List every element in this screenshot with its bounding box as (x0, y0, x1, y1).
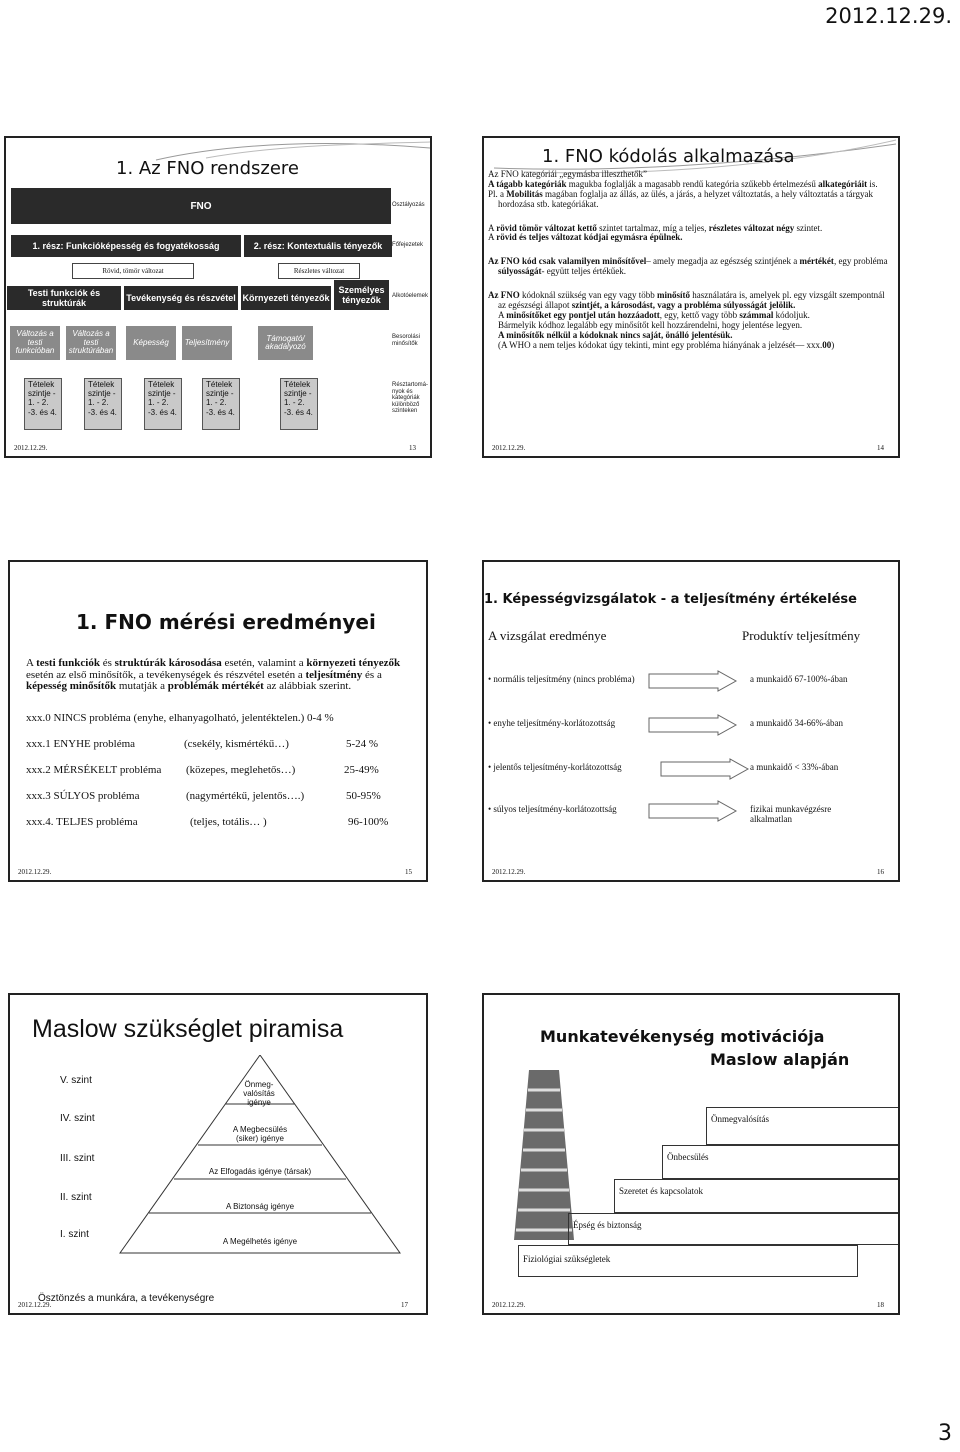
pyramid-tier: A Biztonság igénye (225, 1202, 295, 1211)
levels-box-5: Tételek szintje - 1. - 2. -3. és 4. (280, 378, 318, 430)
part1-box: 1. rész: Funkcióképesség és fogyatékosság (11, 235, 241, 257)
slide-title: 1. Az FNO rendszere (116, 158, 299, 179)
slide-title: 1. FNO kódolás alkalmazása (542, 146, 795, 167)
full-version-label: Részletes változat (278, 263, 360, 279)
levels-box-2: Tételek szintje - 1. - 2. -3. és 4. (84, 378, 122, 430)
level-label: IV. szint (60, 1113, 95, 1124)
side-label-components: Alkotóelemek (392, 293, 429, 299)
pyramid-tier: Önmeg- valósítás igénye (243, 1080, 275, 1107)
slide-footer-number: 17 (401, 1301, 408, 1309)
pyramid-tier: A Megélhetés igénye (222, 1237, 298, 1246)
paragraph: A minősítők nélkül a kódoknak nincs saját, önálló jelentésük. (498, 329, 733, 340)
row-left: • jelentős teljesítmény-korlátozottság (488, 762, 622, 772)
slide-footer-date: 2012.12.29. (14, 444, 48, 452)
component-body-functions: Testi funkciók és struktúrák (7, 286, 121, 310)
fno-root-box: FNO (11, 188, 391, 224)
result-table (26, 738, 406, 842)
slide-footer-date: 2012.12.29. (492, 868, 526, 876)
side-label-qualifiers: Besorolási minősítők (392, 334, 421, 347)
slide-15 (8, 560, 428, 882)
column-header-performance: Produktív teljesítmény (742, 628, 861, 643)
page-date: 2012.12.29. (825, 4, 952, 28)
slide-14 (482, 136, 900, 458)
slide-footer-date: 2012.12.29. (492, 444, 526, 452)
level-label: V. szint (60, 1075, 92, 1086)
paragraph: Pl. a Mobilitás magában foglalja az állás, az ülés, a járás, a helyzet változtatás, a hely változtatás a tárgyak hordozása stb. kategóriákat. (488, 188, 873, 209)
slide-footer-number: 15 (405, 868, 412, 876)
box-facilitator-barrier: Támogató/ akadályozó (258, 326, 313, 360)
pyramid-tier: Az Elfogadás igénye (társak) (208, 1167, 312, 1176)
slide-footer-number: 16 (877, 868, 884, 876)
column-header-result: A vizsgálat eredménye (488, 628, 607, 643)
result-row: xxx.1 ENYHE probléma (csekély, kismértékű…) 5-24 % (26, 738, 379, 750)
row-left: • normális teljesítmény (nincs probléma) (488, 674, 635, 684)
result-row: xxx.3 SÚLYOS probléma (nagymértékű, jelentős….) 50-95% (26, 790, 381, 802)
row-left: • súlyos teljesítmény-korlátozottság (488, 804, 617, 814)
arrow-shape (648, 670, 738, 692)
paragraph: A tágabb kategóriák magukba foglalják a magasabb rendű kategória szűkebb értelmezésű alkategóriáit is. (488, 178, 878, 189)
side-label-subdomains: Résztartomá- nyok és kategóriák különböző szinteken (392, 382, 429, 415)
arrow-shape (648, 714, 738, 736)
slide-18 (482, 993, 900, 1315)
row-right: a munkaidő < 33%-ában (750, 762, 839, 772)
component-personal: Személyes tényezők (334, 280, 389, 310)
level-label: III. szint (60, 1153, 95, 1164)
row-left: • enyhe teljesítmény-korlátozottság (488, 718, 616, 728)
step-box: Önbecsülés (662, 1145, 900, 1179)
slide-intro: A testi funkciók és struktúrák károsodása esetén, valamint a környezeti tényezők esetén az első minősítők, a tevékenységek és részvétel esetén a teljesítmény és a képesség minősítők mutatják a problémák mértékét az alábbiak szerint. (26, 657, 401, 693)
box-body-structure-change: Változás a testi struktúrában (66, 326, 116, 360)
level-label: II. szint (60, 1192, 92, 1203)
slide-title: Maslow szükséglet piramisa (32, 1015, 344, 1043)
component-environment: Környezeti tényezők (241, 286, 331, 310)
slide-13 (4, 136, 432, 458)
pyramid-tier: A Megbecsülés (siker) igénye (232, 1125, 288, 1143)
slide-title: Munkatevékenység motivációja (540, 1027, 825, 1046)
slide-footer-date: 2012.12.29. (492, 1301, 526, 1309)
slide-footer-number: 13 (409, 444, 416, 452)
component-activities: Tevékenység és részvétel (124, 286, 238, 310)
slide-17 (8, 993, 428, 1315)
row-right: a munkaidő 67-100%-ában (750, 674, 848, 684)
paragraph: Az FNO kód csak valamilyen minősítővel– amely megadja az egészség szintjének a mértékét, egy probléma súlyosságát- együtt teljes értékűek. (488, 256, 888, 277)
slide-footer-date: 2012.12.29. (18, 868, 52, 876)
page-number: 3 (938, 1421, 952, 1446)
level-label: I. szint (60, 1229, 89, 1240)
row-right: fizikai munkavégzésre alkalmatlan (750, 804, 832, 824)
slide-caption: Ösztönzés a munkára, a tevékenységre (38, 1293, 215, 1304)
result-row: xxx.4. TELJES probléma (teljes, totális… ) 96-100% (26, 816, 389, 828)
paragraph: Az FNO kódoknál szükség van egy vagy több minősítő használatára is, amelyek pl. egy vizsgált szempontnál az egészségi állapot szintjét, a károsodást, vagy a probléma súlyosságát jelölik. (488, 290, 885, 311)
slide-title: 1. Képességvizsgálatok - a teljesítmény értékelése (484, 592, 857, 607)
box-performance: Teljesítmény (182, 326, 232, 360)
levels-box-3: Tételek szintje - 1. - 2. -3. és 4. (144, 378, 182, 430)
arrow-shape (648, 800, 738, 822)
slide-title: 1. FNO mérési eredményei (76, 610, 376, 634)
short-version-label: Rövid, tömör változat (72, 263, 194, 279)
result-row-0: xxx.0 NINCS probléma (enyhe, elhanyagolható, jelentéktelen.) 0-4 % (26, 712, 334, 724)
step-box: Fiziológiai szükségletek (518, 1245, 858, 1277)
side-label-chapters: Főfejezetek (392, 242, 424, 248)
slide-footer-number: 14 (877, 444, 884, 452)
slide-footer-date: 2012.12.29. (18, 1301, 52, 1309)
step-box: Önmegvalósítás (706, 1107, 900, 1145)
step-box: Szeretet és kapcsolatok (614, 1179, 900, 1213)
step-box: Épség és biztonság (568, 1213, 900, 1245)
paragraph: A rövid tömör változat kettő szintet tartalmaz, míg a teljes, részletes változat négy szintet. (488, 222, 823, 233)
box-body-function-change: Változás a testi funkcióban (10, 326, 60, 360)
levels-box-4: Tételek szintje - 1. - 2. -3. és 4. (202, 378, 240, 430)
paragraph: A minősítőket egy pontjel után hozzáadott, egy, kettő vagy több számmal kódoljuk. (498, 309, 810, 320)
part2-box: 2. rész: Kontextuális tényezők (244, 235, 392, 257)
paragraph: Az FNO kategóriái „egymásba illeszthetők” (488, 169, 647, 179)
row-right: a munkaidő 34-66%-ában (750, 718, 843, 728)
paragraph: (A WHO a nem teljes kódokat úgy tekinti, mint egy probléma hiányának a jelzését— xxx.00) (498, 339, 835, 350)
paragraph: A rövid és teljes változat kódjai egymásra épülnek. (488, 232, 683, 243)
slide-16 (482, 560, 900, 882)
paragraph: Bármelyik kódhoz legalább egy minősítőt kell hozzárendelni, hogy jelentése legyen. (498, 319, 803, 330)
arrow-shape (660, 758, 750, 780)
side-label-classification: Osztályozás (392, 202, 425, 208)
slide-footer-number: 18 (877, 1301, 884, 1309)
slide-subtitle: Maslow alapján (710, 1050, 850, 1069)
levels-box-1: Tételek szintje - 1. - 2. -3. és 4. (24, 378, 62, 430)
box-capacity: Képesség (126, 326, 176, 360)
result-row: xxx.2 MÉRSÉKELT probléma (közepes, meglehetős…) 25-49% (26, 764, 379, 776)
slide-body (488, 170, 892, 350)
